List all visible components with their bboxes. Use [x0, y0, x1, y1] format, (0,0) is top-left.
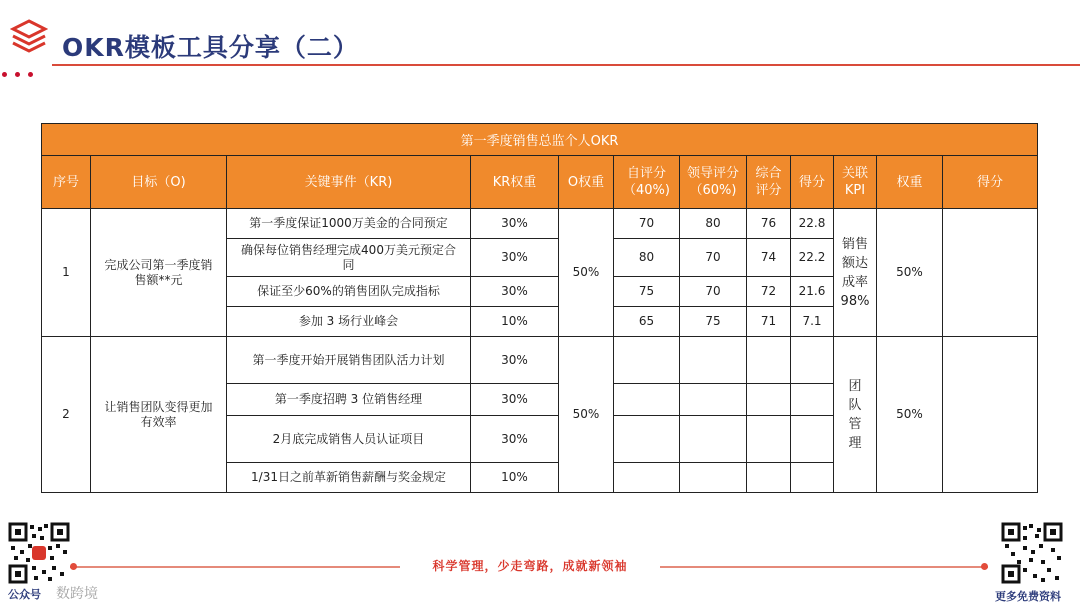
- footer-divider-right: [660, 566, 988, 568]
- group-goal: 让销售团队变得更加有效率: [91, 337, 227, 493]
- kr-cell: 2月底完成销售人员认证项目: [227, 416, 471, 463]
- kr-cell: 保证至少60%的销售团队完成指标: [227, 277, 471, 307]
- leader-score-cell: 75: [680, 307, 747, 337]
- footer-divider-left: [70, 566, 400, 568]
- kr-cell: 1/31日之前革新销售薪酬与奖金规定: [227, 463, 471, 493]
- kr-cell: 第一季度招聘 3 位销售经理: [227, 384, 471, 416]
- header-score: 得分: [791, 156, 834, 209]
- leader-score-cell: [680, 463, 747, 493]
- header-overall-l1: 综合: [755, 166, 782, 181]
- kr-weight-cell: 30%: [471, 209, 559, 239]
- kr-cell: 第一季度开始开展销售团队活力计划: [227, 337, 471, 384]
- header-self-score: [614, 156, 680, 209]
- header-goal: 目标（O): [91, 156, 227, 209]
- self-score-cell: 75: [614, 277, 680, 307]
- score-cell: 21.6: [791, 277, 834, 307]
- page-title: OKR模板工具分享（二）: [62, 33, 359, 62]
- header-kpi: [834, 156, 877, 209]
- qr-left-caption: 公众号: [8, 588, 41, 601]
- table-row: [42, 337, 1038, 384]
- leader-score-cell: [680, 337, 747, 384]
- overall-score-cell: 74: [747, 239, 791, 277]
- header-leader-score-l1: 领导评分: [686, 166, 739, 181]
- weight-cell: 50%: [877, 337, 943, 493]
- weight-cell: 50%: [877, 209, 943, 337]
- kr-weight-cell: 30%: [471, 277, 559, 307]
- title-dots: [2, 62, 41, 81]
- o-weight-cell: 50%: [559, 209, 614, 337]
- kr-weight-cell: 30%: [471, 337, 559, 384]
- header-seq: 序号: [42, 156, 91, 209]
- final-score-cell: [943, 209, 1038, 337]
- score-cell: [791, 384, 834, 416]
- qr-right-caption: 更多免费资料: [995, 590, 1061, 603]
- header-kpi-l2: KPI: [844, 183, 866, 198]
- watermark-text: 数跨境: [56, 586, 98, 602]
- kpi-cell: 团队管理: [834, 337, 877, 493]
- header-self-score-l1: 自评分: [626, 166, 666, 181]
- header-kr-weight: KR权重: [471, 156, 559, 209]
- kr-cell: 第一季度保证1000万美金的合同预定: [227, 209, 471, 239]
- leader-score-cell: 80: [680, 209, 747, 239]
- header-overall-l2: 评分: [755, 183, 782, 198]
- self-score-cell: 65: [614, 307, 680, 337]
- table-row: [42, 209, 1038, 239]
- qr-code-icon[interactable]: [1001, 522, 1063, 584]
- header-kpi-l1: 关联: [841, 166, 868, 181]
- header-final-score: 得分: [943, 156, 1038, 209]
- score-cell: 22.8: [791, 209, 834, 239]
- self-score-cell: [614, 463, 680, 493]
- kr-weight-cell: 10%: [471, 307, 559, 337]
- self-score-cell: [614, 384, 680, 416]
- header-leader-score: [680, 156, 747, 209]
- header-o-weight: O权重: [559, 156, 614, 209]
- overall-score-cell: [747, 384, 791, 416]
- overall-score-cell: 76: [747, 209, 791, 239]
- okr-table: [41, 123, 1038, 493]
- score-cell: 22.2: [791, 239, 834, 277]
- group-seq: 2: [42, 337, 91, 493]
- brand-logo-icon: [10, 18, 48, 56]
- kr-weight-cell: 30%: [471, 239, 559, 277]
- self-score-cell: [614, 416, 680, 463]
- header-overall: [747, 156, 791, 209]
- kr-cell: 参加 3 场行业峰会: [227, 307, 471, 337]
- overall-score-cell: 72: [747, 277, 791, 307]
- footer-slogan: 科学管理，少走弯路，成就新领袖: [432, 559, 628, 573]
- kr-weight-cell: 10%: [471, 463, 559, 493]
- leader-score-cell: 70: [680, 239, 747, 277]
- group-goal: 完成公司第一季度销售额**元: [91, 209, 227, 337]
- score-cell: [791, 337, 834, 384]
- self-score-cell: 80: [614, 239, 680, 277]
- score-cell: [791, 416, 834, 463]
- overall-score-cell: [747, 416, 791, 463]
- kpi-cell: 销售额达成率98%: [834, 209, 877, 337]
- score-cell: [791, 463, 834, 493]
- kr-cell: 确保每位销售经理完成400万美元预定合同: [227, 239, 471, 277]
- leader-score-cell: 70: [680, 277, 747, 307]
- header-self-score-l2: （40%): [623, 183, 670, 198]
- header-weight: 权重: [877, 156, 943, 209]
- self-score-cell: 70: [614, 209, 680, 239]
- kr-weight-cell: 30%: [471, 416, 559, 463]
- overall-score-cell: [747, 337, 791, 384]
- leader-score-cell: [680, 416, 747, 463]
- qr-code-icon[interactable]: [8, 522, 70, 584]
- overall-score-cell: [747, 463, 791, 493]
- header-kr: 关键事件（KR): [227, 156, 471, 209]
- kr-weight-cell: 30%: [471, 384, 559, 416]
- leader-score-cell: [680, 384, 747, 416]
- table-caption: 第一季度销售总监个人OKR: [42, 124, 1038, 156]
- title-divider: [52, 64, 1080, 66]
- header-leader-score-l2: （60%): [689, 183, 737, 198]
- group-seq: 1: [42, 209, 91, 337]
- self-score-cell: [614, 337, 680, 384]
- o-weight-cell: 50%: [559, 337, 614, 493]
- final-score-cell: [943, 337, 1038, 493]
- overall-score-cell: 71: [747, 307, 791, 337]
- score-cell: 7.1: [791, 307, 834, 337]
